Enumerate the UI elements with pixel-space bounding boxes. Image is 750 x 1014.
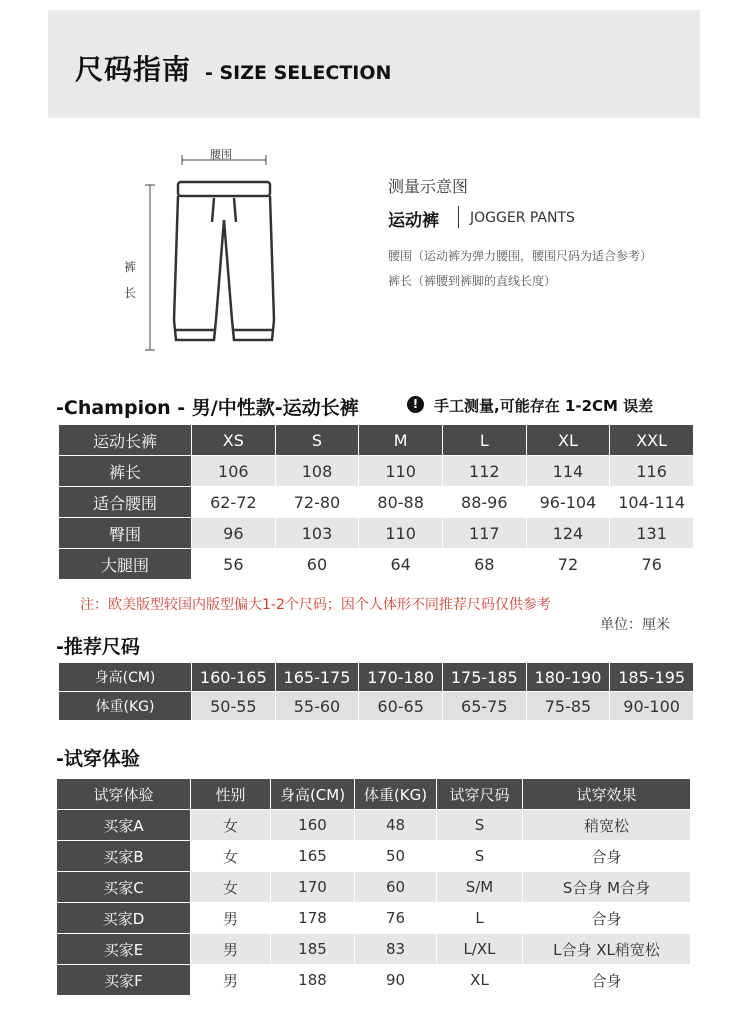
table-cell: 68 <box>442 549 526 580</box>
table-cell: 165 <box>271 841 355 872</box>
table-row <box>59 692 694 721</box>
table-cell: 80-88 <box>359 487 443 518</box>
row-label: 买家B <box>57 841 191 872</box>
size-disclaimer: 注：欧美版型较国内版型偏大1-2个尺码；因个人体形不同推荐尺码仅供参考 <box>80 597 551 613</box>
table-cell: 男 <box>191 903 271 934</box>
table-cell: 76 <box>355 903 437 934</box>
length-label-1: 裤 <box>124 260 137 274</box>
row-label: 买家A <box>57 810 191 841</box>
table-cell: 96 <box>192 518 276 549</box>
table-cell: S <box>437 810 523 841</box>
unit-label: 单位：厘米 <box>600 617 670 633</box>
table-cell: 165-175 <box>275 663 359 692</box>
length-measure-line <box>145 185 155 350</box>
measure-diagram-title: 测量示意图 <box>388 177 469 196</box>
table-header-row <box>57 779 691 810</box>
table-cell: 185-195 <box>610 663 694 692</box>
table-cell: 106 <box>192 456 276 487</box>
table-cell: 188 <box>271 965 355 996</box>
table-cell: 117 <box>442 518 526 549</box>
table-cell: 56 <box>192 549 276 580</box>
trial-section-title: -试穿体验 <box>56 748 140 770</box>
recommend-table <box>58 662 694 721</box>
table-cell: 50 <box>355 841 437 872</box>
table-row <box>57 872 691 903</box>
row-label: 裤长 <box>59 456 192 487</box>
table-row <box>59 518 694 549</box>
table-cell: 合身 <box>523 965 691 996</box>
table-cell: 72 <box>526 549 610 580</box>
table-cell: 64 <box>359 549 443 580</box>
recommend-section-title: -推荐尺码 <box>56 636 140 658</box>
table-row <box>57 903 691 934</box>
row-label: 买家F <box>57 965 191 996</box>
table-cell: 60 <box>355 872 437 903</box>
waist-label: 腰围 <box>210 148 232 161</box>
size-header: L <box>442 425 526 456</box>
table-row <box>59 456 694 487</box>
table-row <box>59 663 694 692</box>
table-cell: L <box>437 903 523 934</box>
row-label: 体重(KG) <box>59 692 192 721</box>
table-cell: 170-180 <box>359 663 443 692</box>
row-label: 大腿围 <box>59 549 192 580</box>
size-header: XS <box>192 425 276 456</box>
length-label-2: 长 <box>124 286 137 300</box>
size-header: XXL <box>610 425 694 456</box>
table-cell: 114 <box>526 456 610 487</box>
column-header: 身高(CM) <box>271 779 355 810</box>
size-section-title: -Champion - 男/中性款-运动长裤 <box>56 397 359 419</box>
measure-warning: 手工测量,可能存在 1-2CM 误差 <box>434 397 654 415</box>
table-row <box>57 841 691 872</box>
table-cell: 104-114 <box>610 487 694 518</box>
table-cell: 90 <box>355 965 437 996</box>
page-title: 尺码指南 <box>75 53 192 86</box>
table-cell: S/M <box>437 872 523 903</box>
table-cell: 55-60 <box>275 692 359 721</box>
waist-note: 腰围（运动裤为弹力腰围，腰围尺码为适合参考） <box>388 249 653 263</box>
table-cell: 83 <box>355 934 437 965</box>
table-cell: 108 <box>275 456 359 487</box>
table-cell: 48 <box>355 810 437 841</box>
table-cell: 110 <box>359 456 443 487</box>
table-cell: 男 <box>191 965 271 996</box>
table-cell: 76 <box>610 549 694 580</box>
table-cell: 178 <box>271 903 355 934</box>
column-header: 体重(KG) <box>355 779 437 810</box>
length-note: 裤长（裤腰到裤脚的直线长度） <box>388 274 557 288</box>
table-cell: 男 <box>191 934 271 965</box>
table-cell: 185 <box>271 934 355 965</box>
row-label: 买家E <box>57 934 191 965</box>
table-cell: 60-65 <box>359 692 443 721</box>
product-name-en: JOGGER PANTS <box>470 210 575 226</box>
table-cell: 90-100 <box>610 692 694 721</box>
column-header: 试穿效果 <box>523 779 691 810</box>
title-divider <box>458 206 459 228</box>
table-cell: S合身 M合身 <box>523 872 691 903</box>
table-cell: 75-85 <box>526 692 610 721</box>
table-cell: 女 <box>191 872 271 903</box>
table-row <box>57 934 691 965</box>
table-row <box>59 549 694 580</box>
table-cell: 170 <box>271 872 355 903</box>
row-label: 臀围 <box>59 518 192 549</box>
table-cell: 180-190 <box>526 663 610 692</box>
page-subtitle: - SIZE SELECTION <box>205 62 392 84</box>
table-row <box>57 965 691 996</box>
product-name: 运动裤 <box>388 211 439 231</box>
warning-icon: ! <box>407 396 424 413</box>
table-cell: XL <box>437 965 523 996</box>
table-cell: 合身 <box>523 841 691 872</box>
table-cell: 175-185 <box>442 663 526 692</box>
table-row <box>57 810 691 841</box>
row-label: 买家D <box>57 903 191 934</box>
table-cell: L合身 XL稍宽松 <box>523 934 691 965</box>
table-cell: 72-80 <box>275 487 359 518</box>
jogger-pants-diagram <box>118 140 318 370</box>
table-cell: L/XL <box>437 934 523 965</box>
column-header: 试穿尺码 <box>437 779 523 810</box>
size-header: XL <box>526 425 610 456</box>
row-label: 适合腰围 <box>59 487 192 518</box>
table-cell: 50-55 <box>192 692 276 721</box>
pants-outline-icon <box>174 182 274 340</box>
column-header: 试穿体验 <box>57 779 191 810</box>
table-cell: 96-104 <box>526 487 610 518</box>
table-cell: 160 <box>271 810 355 841</box>
size-table <box>58 424 694 580</box>
table-cell: 160-165 <box>192 663 276 692</box>
table-cell: 女 <box>191 841 271 872</box>
table-cell: 合身 <box>523 903 691 934</box>
column-header: 性别 <box>191 779 271 810</box>
table-cell: 131 <box>610 518 694 549</box>
table-cell: 88-96 <box>442 487 526 518</box>
table-cell: 60 <box>275 549 359 580</box>
table-cell: 女 <box>191 810 271 841</box>
table-cell: 116 <box>610 456 694 487</box>
trial-table <box>56 778 691 996</box>
table-cell: 124 <box>526 518 610 549</box>
size-header: S <box>275 425 359 456</box>
table-cell: 稍宽松 <box>523 810 691 841</box>
table-header-row <box>59 425 694 456</box>
table-cell: S <box>437 841 523 872</box>
row-label: 身高(CM) <box>59 663 192 692</box>
row-label: 买家C <box>57 872 191 903</box>
table-row <box>59 487 694 518</box>
table-cell: 65-75 <box>442 692 526 721</box>
table-cell: 112 <box>442 456 526 487</box>
table-cell: 62-72 <box>192 487 276 518</box>
table-corner: 运动长裤 <box>59 425 192 456</box>
table-cell: 103 <box>275 518 359 549</box>
table-cell: 110 <box>359 518 443 549</box>
size-header: M <box>359 425 443 456</box>
